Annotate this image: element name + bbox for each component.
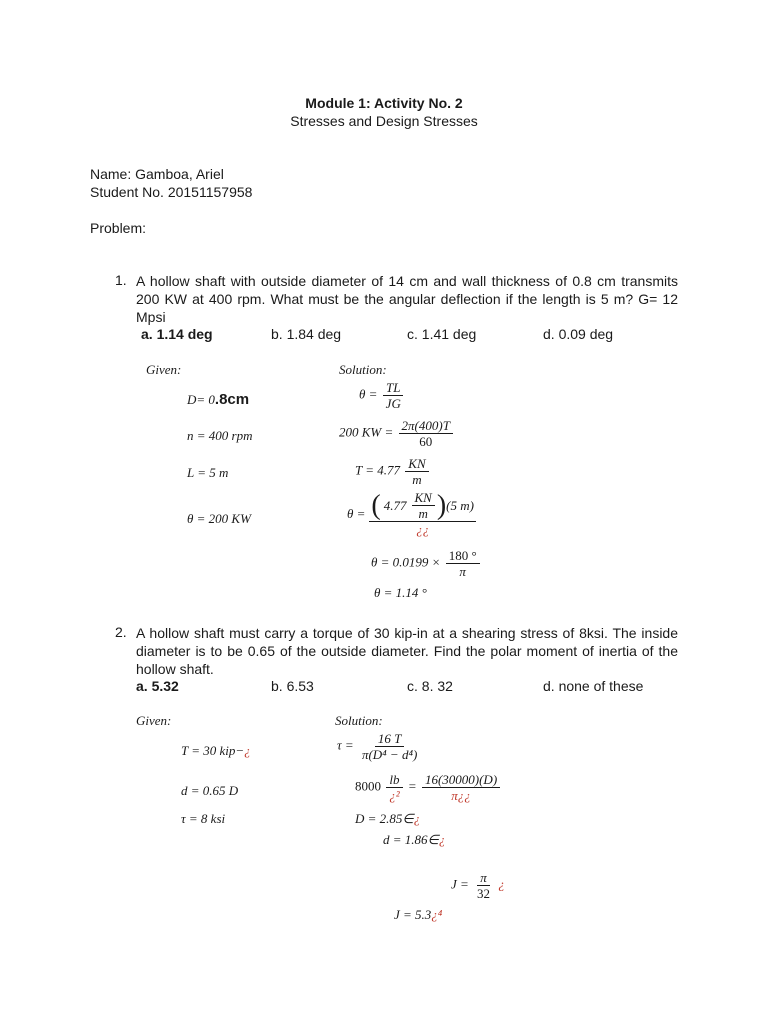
solution-label: Solution: (335, 713, 383, 728)
given-torque: T = 30 kip−¿ (181, 743, 251, 758)
choice-c: c. 8. 32 (407, 678, 453, 694)
given-speed: n = 400 rpm (187, 428, 253, 443)
given-diameter: D= 0.8cm (187, 391, 250, 408)
choice-a: a. 5.32 (136, 678, 179, 694)
solution-step-4: θ = ( 4.77 $\frac{KN}{m}$ ) (5 m) ¿¿ (347, 489, 474, 537)
choice-a: a. 1.14 deg (141, 326, 213, 342)
solution-step-6: θ = 1.14 ° (374, 585, 427, 600)
problem-label: Problem: (90, 220, 147, 236)
solution-step-5: θ = 0.0199 × $\frac{180 ^\circ}{\pi}$ (371, 548, 482, 579)
student-number: Student No. 20151157958 (90, 184, 253, 200)
problem-number: 1. (115, 272, 127, 288)
given-length: L = 5 m (187, 465, 229, 480)
choice-c: c. 1.41 deg (407, 326, 477, 342)
problem-number: 2. (115, 624, 127, 640)
solution-step-1: τ = $\frac{16 T}{\text{π(D⁴ − d⁴)}}$ (337, 731, 418, 762)
solution-step-1: θ = $\frac{TL}{JG}$ (359, 380, 406, 411)
problem-text: A hollow shaft with outside diameter of 14 cm and wall thickness of 0.8 cm transmits 200 KW at 400 rpm. What must be the angular deflection if the length is 5 m? G= 12 Mpsi (136, 273, 678, 325)
given-power: θ = 200 KW (187, 511, 251, 526)
page-title: Module 1: Activity No. 2 (305, 95, 463, 111)
choice-b: b. 6.53 (271, 678, 314, 694)
given-label: Given: (136, 713, 172, 728)
given-label: Given: (146, 362, 182, 377)
solution-step-2: 8000 $\frac{lb}{\text{¿²}}$ = $\frac{16(30000)(D)}{\pi¿¿}$ (355, 772, 502, 803)
solution-step-3: T = 4.77 $\frac{KN}{m}$ (355, 456, 431, 487)
solution-step-4: d = 1.86∈¿ (383, 832, 446, 847)
student-name: Name: Gamboa, Ariel (90, 166, 224, 182)
choice-d: d. 0.09 deg (543, 326, 614, 342)
given-inner-diameter: d = 0.65 D (181, 783, 239, 798)
solution-step-2: 200 KW = $\frac{2\pi(400)T}{60}$ (339, 418, 455, 449)
choice-d: d. none of these (543, 678, 644, 694)
solution-step-5: J = $\frac{\pi}{32}$ ¿ (451, 870, 505, 901)
page-subtitle: Stresses and Design Stresses (290, 113, 478, 129)
solution-step-6: J = 5.3¿⁴ (394, 907, 443, 922)
choice-b: b. 1.84 deg (271, 326, 342, 342)
solution-step-3: D = 2.85∈¿ (355, 811, 421, 826)
problem-text: A hollow shaft must carry a torque of 30 kip-in at a shearing stress of 8ksi. The inside diameter is to be 0.65 of the outside diameter. Find the polar moment of inertia of the hollow shaft. (136, 625, 678, 677)
given-shear-stress: τ = 8 ksi (181, 811, 226, 826)
solution-label: Solution: (339, 362, 387, 377)
